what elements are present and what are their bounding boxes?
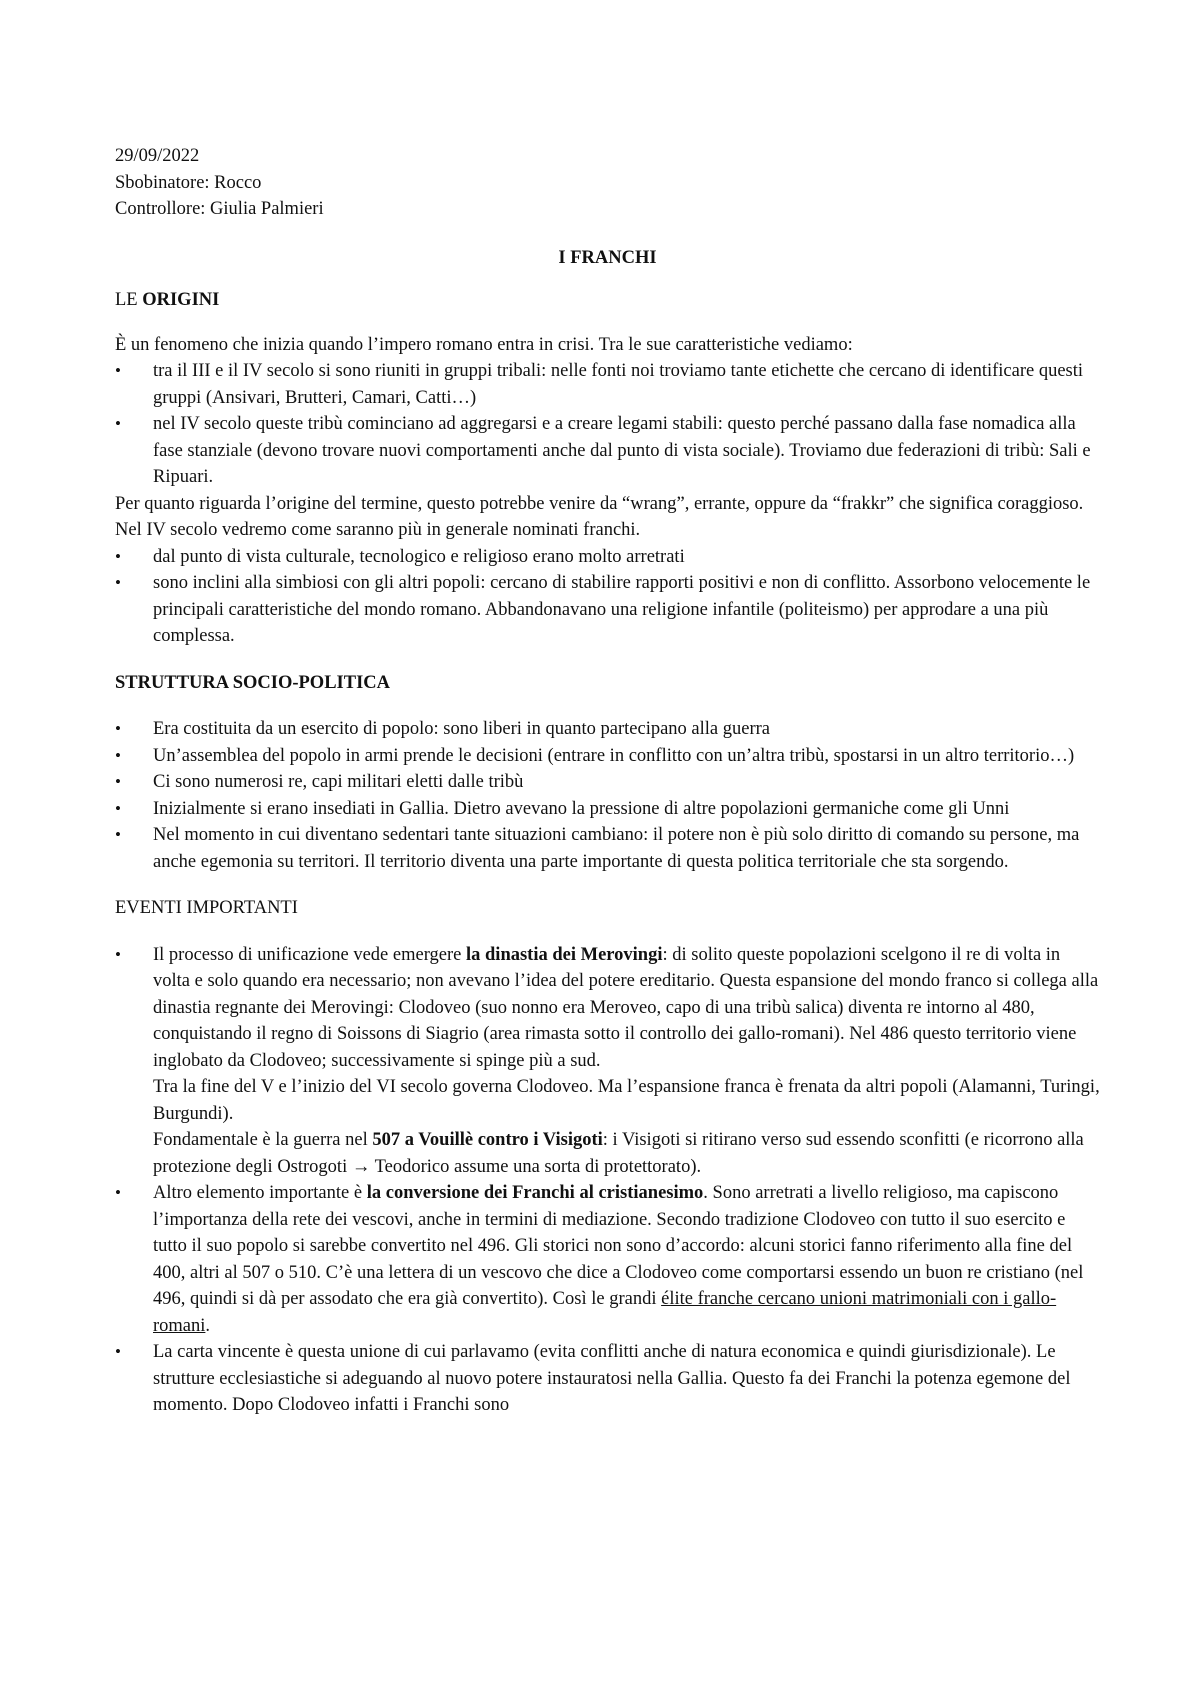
date-line: 29/09/2022 [115,146,200,166]
text-run: Il processo di unificazione vede emergere [153,944,466,965]
bold-run: 507 a Vouillè contro i Visigoti [372,1130,603,1150]
list-item: • tra il III e il IV secolo si sono riuniti in gruppi tribali: nelle fonti noi troviamo tante etichette che cercano di identificare questi gruppi (Ansivari, Brutteri, Camari, Catti…) [115,358,1100,411]
text-run: . Sono arretrati a livello religioso, ma capiscono l’importanza della rete dei vescovi, anche in termini di mediazione. Secondo tradizione Clodoveo con tutto il suo esercito e tutto il suo popolo si sarebbe convertito nel 496. Gli storici non sono d’accordo: alcuni storici fanno riferimento alla fine del 400, altri al 507 o 510. C’è una lettera di un vescovo che dice a Clodoveo come comportarsi essendo un buon re cristiano (nel 496, quindi si dà per assodato che era già convertito). Così le grandi [153,1183,1084,1309]
text-run: : i Visigoti si ritirano verso sud essendo sconfitti (e ricorrono alla protezione degli Ostrogoti [153,1130,1084,1177]
heading-bold: ORIGINI [142,290,220,310]
section-heading-origini [115,287,1100,314]
document-page [115,143,1100,1419]
list-item: • dal punto di vista culturale, tecnologico e religioso erano molto arretrati [115,544,1100,571]
bold-run: la dinastia dei Merovingi [466,944,663,965]
list-item: • Un’assemblea del popolo in armi prende le decisioni (entrare in conflitto con un’altra tribù, spostarsi in un altro territorio…) [115,743,1100,770]
text-run: Tra la fine del V e l’inizio del VI secolo governa Clodoveo. Ma l’espansione franca è frenata da altri popoli (Alamanni, Turingi, Burgundi). [153,1077,1100,1124]
heading-plain: LE [115,290,143,310]
text-run: Fondamentale è la guerra nel [153,1130,373,1150]
bold-run: la conversione dei Franchi al cristianesimo [366,1183,704,1203]
origini-term-paragraph: Per quanto riguarda l’origine del termine, questo potrebbe venire da “wrang”, errante, oppure da “frakkr” che significa coraggioso. Nel IV secolo vedremo come saranno più in generale nominati franchi. [115,493,1084,540]
document-title: I FRANCHI [558,247,657,268]
list-item-conversione [115,1180,1100,1339]
text-run: . [205,1315,211,1336]
list-item: • nel IV secolo queste tribù cominciano ad aggregarsi e a creare legami stabili: questo perché passano dalla fase nomadica alla fase stanziale (devono trovare nuovi comportamenti anche dal punto di vista sociale). Troviamo due federazioni di tribù: Sali e Ripuari. [115,411,1100,491]
document-meta [115,143,1100,223]
struttura-list [115,716,1100,875]
section-heading-eventi: EVENTI IMPORTANTI [115,898,298,918]
origini-intro: È un fenomeno che inizia quando l’impero romano entra in crisi. Tra le sue caratteristiche vediamo: [115,334,853,355]
list-item: • Era costituita da un esercito di popolo: sono liberi in quanto partecipano alla guerra [115,716,1100,743]
list-item: • Inizialmente si erano insediati in Gallia. Dietro avevano la pressione di altre popolazioni germaniche come gli Unni [115,796,1100,823]
checker-line: Controllore: Giulia Palmieri [115,199,324,219]
transcriber-line: Sbobinatore: Rocco [115,172,262,193]
eventi-list [115,942,1100,1419]
list-item: • Nel momento in cui diventano sedentari tante situazioni cambiano: il potere non è più solo diritto di comando su persone, ma anche egemonia su territori. Il territorio diventa una parte importante di questa politica territoriale che sta sorgendo. [115,822,1100,875]
arrow-right-icon: → [351,1156,371,1177]
text-run: Altro elemento importante è [153,1183,367,1203]
underlined-run: élite franche cercano unioni matrimoniali con i gallo-romani [153,1289,1057,1336]
list-item: • sono inclini alla simbiosi con gli altri popoli: cercano di stabilire rapporti positivi e non di conflitto. Assorbono velocemente le principali caratteristiche del mondo romano. Abbandonavano una religione infantile (politeismo) per approdare a una più complessa. [115,570,1100,650]
origini-list-a [115,358,1100,491]
list-item: • Ci sono numerosi re, capi militari eletti dalle tribù [115,769,1100,796]
section-heading-struttura: STRUTTURA SOCIO-POLITICA [115,672,390,693]
list-item-merovingi [115,942,1100,1181]
text-run: Teodorico assume una sorta di protettorato). [370,1156,702,1177]
text-run: : di solito queste popolazioni scelgono il re di volta in volta e solo quando era necessario; non avevano l’idea del potere ereditario. Questa espansione del mondo franco si collega alla dinastia regnante dei Merovingi: Clodoveo (suo nonno era Meroveo, capo di una tribù salica) diventa re intorno al 480, conquistando il regno di Soissons di Siagrio (area rimasta sotto il controllo dei gallo-romani). Nel 486 questo territorio viene inglobato da Clodoveo; successivamente si spinge più a sud. [153,944,1099,1071]
origini-list-b [115,544,1100,650]
list-item: • La carta vincente è questa unione di cui parlavamo (evita conflitti anche di natura economica e quindi giurisdizionale). Le strutture ecclesiastiche si adeguando al nuovo potere instauratosi nella Gallia. Questo fa dei Franchi la potenza egemone del momento. Dopo Clodoveo infatti i Franchi sono [115,1339,1100,1419]
